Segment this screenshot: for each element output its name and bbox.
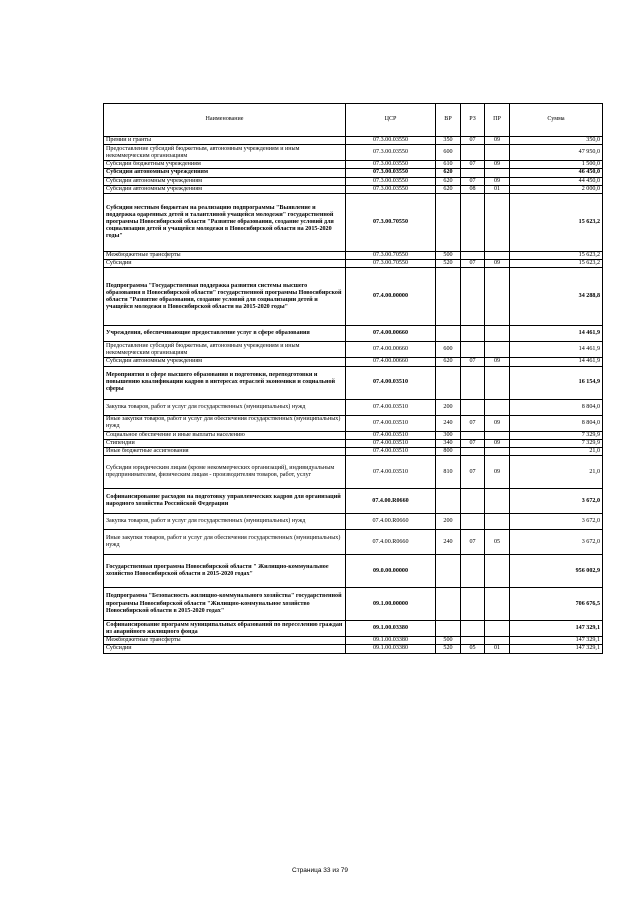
row-csr: 07.3.00.03550	[346, 177, 436, 185]
table-row	[104, 489, 603, 514]
row-vr: 620	[436, 177, 461, 185]
row-csr: 07.4.00.00000	[346, 268, 436, 326]
row-pr: 09	[485, 137, 510, 145]
row-vr: 600	[436, 145, 461, 161]
table-row	[104, 415, 603, 431]
row-vr: 300	[436, 431, 461, 439]
row-csr: 07.3.00.03550	[346, 145, 436, 161]
row-rz: 07	[461, 260, 485, 268]
row-rz: 07	[461, 358, 485, 366]
row-pr: 09	[485, 456, 510, 489]
row-csr: 07.4.00.00660	[346, 326, 436, 342]
row-vr: 500	[436, 252, 461, 260]
table-row	[104, 260, 603, 268]
row-pr: 09	[485, 260, 510, 268]
row-sum: 14 461,9	[510, 342, 603, 358]
row-sum: 8 804,0	[510, 399, 603, 415]
row-pr: 05	[485, 530, 510, 555]
header-pr: ПР	[485, 104, 510, 137]
table-row	[104, 326, 603, 342]
row-sum: 956 002,9	[510, 555, 603, 588]
row-name: Субсидии	[104, 260, 346, 268]
row-sum: 147 329,1	[510, 637, 603, 645]
row-sum: 706 676,5	[510, 588, 603, 621]
row-vr: 800	[436, 448, 461, 456]
row-pr	[485, 555, 510, 588]
row-csr: 07.3.00.03550	[346, 169, 436, 177]
row-vr: 500	[436, 637, 461, 645]
row-rz	[461, 342, 485, 358]
row-sum: 46 450,0	[510, 169, 603, 177]
row-rz: 07	[461, 456, 485, 489]
page-footer: Страница 33 из 79	[292, 867, 348, 874]
row-vr	[436, 621, 461, 637]
row-vr: 520	[436, 645, 461, 653]
row-csr: 07.3.00.03550	[346, 137, 436, 145]
table-row	[104, 439, 603, 447]
table-row	[104, 342, 603, 358]
row-vr	[436, 268, 461, 326]
row-csr: 07.3.00.70550	[346, 194, 436, 252]
row-sum: 44 450,0	[510, 177, 603, 185]
row-sum: 15 623,2	[510, 252, 603, 260]
table-row	[104, 530, 603, 555]
row-pr: 01	[485, 185, 510, 193]
table-row	[104, 514, 603, 530]
table-row	[104, 366, 603, 399]
row-sum: 2 000,0	[510, 185, 603, 193]
row-csr: 07.4.00.03510	[346, 431, 436, 439]
row-name: Субсидии	[104, 645, 346, 653]
row-pr	[485, 326, 510, 342]
row-name: Предоставление субсидий бюджетным, автономным учреждениям и иным некоммерческим организациям	[104, 342, 346, 358]
row-name: Иные закупки товаров, работ и услуг для обеспечения государственных (муниципальных) нужд	[104, 530, 346, 555]
table-row	[104, 185, 603, 193]
row-csr: 07.4.00.03510	[346, 415, 436, 431]
row-vr: 810	[436, 456, 461, 489]
row-csr: 07.4.00.03510	[346, 439, 436, 447]
row-csr: 07.4.00.03510	[346, 399, 436, 415]
row-name: Субсидии юридическим лицам (кроме некоммерческих организаций), индивидуальным предпринимателям, физическим лицам - производителям товаров, работ, услуг	[104, 456, 346, 489]
row-sum: 147 329,1	[510, 645, 603, 653]
row-vr	[436, 366, 461, 399]
row-name: Межбюджетные трансферты	[104, 637, 346, 645]
row-pr	[485, 194, 510, 252]
table-row	[104, 268, 603, 326]
table-row	[104, 637, 603, 645]
row-sum: 21,0	[510, 448, 603, 456]
row-csr: 07.4.00.00660	[346, 358, 436, 366]
row-csr: 07.4.00.R0660	[346, 514, 436, 530]
table-row	[104, 431, 603, 439]
row-pr	[485, 489, 510, 514]
row-sum: 14 461,9	[510, 326, 603, 342]
row-vr	[436, 489, 461, 514]
row-vr: 520	[436, 260, 461, 268]
header-csr: ЦСР	[346, 104, 436, 137]
row-name: Подпрограмма "Государственная поддержка развития системы высшего образования в Новосибирской области" государственной программы Новосибирской области "Развитие образования, создание условий для социализации детей и учащейся молодежи в Новосибирской области на 2015-2020 годы"	[104, 268, 346, 326]
row-sum: 15 623,2	[510, 194, 603, 252]
row-name: Закупка товаров, работ и услуг для государственных (муниципальных) нужд	[104, 514, 346, 530]
row-sum: 47 950,0	[510, 145, 603, 161]
row-vr: 620	[436, 169, 461, 177]
row-name: Иные бюджетные ассигнования	[104, 448, 346, 456]
row-pr: 09	[485, 439, 510, 447]
row-name: Государственная программа Новосибирской области " Жилищно-коммунальное хозяйство Новосибирской области в 2015-2020 годах"	[104, 555, 346, 588]
row-vr: 200	[436, 514, 461, 530]
row-rz	[461, 514, 485, 530]
row-sum: 1 500,0	[510, 161, 603, 169]
row-csr: 09.1.00.03380	[346, 645, 436, 653]
row-rz	[461, 555, 485, 588]
row-name: Субсидии автономным учреждениям	[104, 177, 346, 185]
row-vr: 240	[436, 530, 461, 555]
row-rz: 07	[461, 415, 485, 431]
row-rz: 07	[461, 439, 485, 447]
row-pr	[485, 637, 510, 645]
row-name: Иные закупки товаров, работ и услуг для обеспечения государственных (муниципальных) нужд	[104, 415, 346, 431]
row-csr: 07.4.00.03510	[346, 448, 436, 456]
row-sum: 3 672,0	[510, 489, 603, 514]
row-rz	[461, 399, 485, 415]
row-pr	[485, 252, 510, 260]
row-vr	[436, 326, 461, 342]
header-vr: ВР	[436, 104, 461, 137]
row-rz	[461, 588, 485, 621]
row-sum: 3 672,0	[510, 514, 603, 530]
row-name: Субсидии автономным учреждениям	[104, 358, 346, 366]
row-rz	[461, 621, 485, 637]
row-sum: 21,0	[510, 456, 603, 489]
row-name: Предоставление субсидий бюджетным, автономным учреждениям и иным некоммерческим организациям	[104, 145, 346, 161]
table-row	[104, 169, 603, 177]
row-rz	[461, 268, 485, 326]
row-name: Подпрограмма "Безопасность жилищно-коммунального хозяйства" государственной программы Новосибирской области "Жилищно-коммунальное хозяйство Новосибирской области в 2015-2020 годах"	[104, 588, 346, 621]
row-pr	[485, 366, 510, 399]
row-vr: 200	[436, 399, 461, 415]
row-vr: 600	[436, 342, 461, 358]
row-vr	[436, 194, 461, 252]
table-row	[104, 555, 603, 588]
row-rz: 08	[461, 185, 485, 193]
row-csr: 09.1.00.03380	[346, 621, 436, 637]
row-name: Стипендии	[104, 439, 346, 447]
row-pr	[485, 514, 510, 530]
row-pr	[485, 169, 510, 177]
row-pr	[485, 588, 510, 621]
row-rz	[461, 326, 485, 342]
row-vr: 620	[436, 358, 461, 366]
table-row	[104, 621, 603, 637]
header-sum: Сумма	[510, 104, 603, 137]
row-vr	[436, 588, 461, 621]
row-pr	[485, 268, 510, 326]
row-sum: 3 672,0	[510, 530, 603, 555]
row-rz: 07	[461, 161, 485, 169]
row-name: Софинансирование расходов на подготовку управленческих кадров для организаций народного хозяйства Российской Федерации	[104, 489, 346, 514]
row-pr: 01	[485, 645, 510, 653]
row-csr: 09.1.00.00000	[346, 588, 436, 621]
row-rz	[461, 145, 485, 161]
row-name: Социальное обеспечение и иные выплаты населению	[104, 431, 346, 439]
row-name: Субсидии автономным учреждениям	[104, 185, 346, 193]
row-sum: 34 288,8	[510, 268, 603, 326]
row-vr: 340	[436, 439, 461, 447]
row-rz: 07	[461, 137, 485, 145]
row-rz: 07	[461, 177, 485, 185]
row-pr: 09	[485, 358, 510, 366]
row-csr: 07.3.00.70550	[346, 252, 436, 260]
row-pr: 09	[485, 415, 510, 431]
row-name: Учреждения, обеспечивающие предоставление услуг в сфере образования	[104, 326, 346, 342]
row-csr: 07.3.00.70550	[346, 260, 436, 268]
table-row	[104, 145, 603, 161]
row-csr: 09.0.00.00000	[346, 555, 436, 588]
row-rz	[461, 252, 485, 260]
row-name: Субсидии местным бюджетам на реализацию подпрограммы "Выявление и поддержка одаренных детей и талантливой учащейся молодежи" государственной программы Новосибирской области "Развитие образования, создание условий для социализации детей и учащейся молодежи в Новосибирской области на 2015-2020 годы"	[104, 194, 346, 252]
row-pr	[485, 399, 510, 415]
row-vr: 350	[436, 137, 461, 145]
row-rz	[461, 431, 485, 439]
row-rz	[461, 366, 485, 399]
table-row	[104, 399, 603, 415]
row-name: Субсидии автономным учреждениям	[104, 169, 346, 177]
row-sum: 15 623,2	[510, 260, 603, 268]
row-sum: 7 329,9	[510, 439, 603, 447]
table-row	[104, 252, 603, 260]
table-header-row	[104, 104, 603, 137]
row-pr	[485, 448, 510, 456]
header-name: Наименование	[104, 104, 346, 137]
table-body	[104, 137, 603, 654]
row-csr: 09.1.00.03380	[346, 637, 436, 645]
table-row	[104, 137, 603, 145]
row-rz	[461, 448, 485, 456]
row-name: Премии и гранты	[104, 137, 346, 145]
row-pr	[485, 621, 510, 637]
row-name: Межбюджетные трансферты	[104, 252, 346, 260]
row-sum: 147 329,1	[510, 621, 603, 637]
row-name: Мероприятия в сфере высшего образования и подготовки, переподготовки и повышению квалификации кадров в интересах отраслей экономики и социальной сферы	[104, 366, 346, 399]
row-pr	[485, 145, 510, 161]
row-name: Субсидии бюджетным учреждениям	[104, 161, 346, 169]
row-csr: 07.4.00.R0660	[346, 489, 436, 514]
table-row	[104, 456, 603, 489]
row-vr	[436, 555, 461, 588]
row-rz	[461, 489, 485, 514]
row-vr: 610	[436, 161, 461, 169]
table-row	[104, 448, 603, 456]
budget-table	[103, 103, 603, 654]
row-pr	[485, 431, 510, 439]
table-row	[104, 358, 603, 366]
row-rz: 05	[461, 645, 485, 653]
row-csr: 07.4.00.03510	[346, 366, 436, 399]
row-sum: 14 461,9	[510, 358, 603, 366]
row-name: Софинансирование программ муниципальных образований по переселению граждан из аварийного жилищного фонда	[104, 621, 346, 637]
row-pr: 09	[485, 177, 510, 185]
row-rz: 07	[461, 530, 485, 555]
table-row	[104, 177, 603, 185]
row-csr: 07.3.00.03550	[346, 185, 436, 193]
table-row	[104, 194, 603, 252]
row-sum: 16 154,9	[510, 366, 603, 399]
table-row	[104, 645, 603, 653]
row-csr: 07.4.00.00660	[346, 342, 436, 358]
row-name: Закупка товаров, работ и услуг для государственных (муниципальных) нужд	[104, 399, 346, 415]
row-pr	[485, 342, 510, 358]
row-rz	[461, 169, 485, 177]
row-sum: 350,0	[510, 137, 603, 145]
row-sum: 7 329,9	[510, 431, 603, 439]
row-vr: 620	[436, 185, 461, 193]
row-pr: 09	[485, 161, 510, 169]
row-csr: 07.4.00.03510	[346, 456, 436, 489]
table-row	[104, 588, 603, 621]
header-rz: РЗ	[461, 104, 485, 137]
row-rz	[461, 194, 485, 252]
row-vr: 240	[436, 415, 461, 431]
row-sum: 8 804,0	[510, 415, 603, 431]
table-row	[104, 161, 603, 169]
row-csr: 07.3.00.03550	[346, 161, 436, 169]
row-csr: 07.4.00.R0660	[346, 530, 436, 555]
row-rz	[461, 637, 485, 645]
